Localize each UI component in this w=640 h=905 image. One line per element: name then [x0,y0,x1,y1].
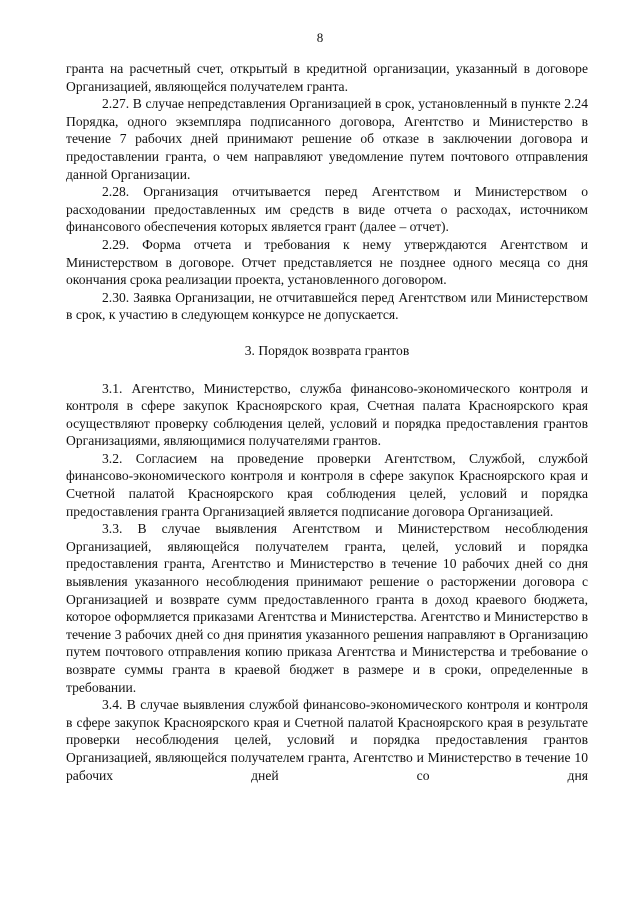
paragraph-3-1: 3.1. Агентство, Министерство, служба финансово-экономического контроля и контроля в сфере закупок Красноярского края, Счетная палата Красноярского края осуществляют проверку соблюдения целей, условий и порядка предоставления грантов Организациями, являющимися получателями грантов. [66,380,588,449]
paragraph-3-2: 3.2. Согласием на проведение проверки Агентством, Службой, службой финансово-экономического контроля и контроля в сфере закупок Красноярского края и Счетной палатой Красноярского края соблюдения целей, условий и порядка предоставления гранта Организацией является подписание договора Организацией. [66,450,588,519]
document-body [66,60,588,784]
paragraph-3-3: 3.3. В случае выявления Агентством и Министерством несоблюдения Организацией, являющейся получателем гранта, целей, условий и порядка предоставления гранта, Агентство и Министерство в течение 10 рабочих дней со дня выявления указанного несоблюдения принимают решение о расторжении договора с Организацией и возврате сумм предоставленного гранта в доход краевого бюджета, которое оформляется приказами Агентства и Министерства. Агентство и Министерство в течение 3 рабочих дней со дня принятия указанного решения направляют в Организацию путем почтового отправления копию приказа Агентства и Министерства и требование о возврате суммы гранта в краевой бюджет в размере и в сроки, определенные в требовании. [66,521,588,695]
paragraph-2-30: 2.30. Заявка Организации, не отчитавшейся перед Агентством или Министерством в срок, к участию в следующем конкурсе не допускается. [66,289,588,323]
section-heading: 3. Порядок возврата грантов [244,342,410,358]
paragraph-2-29: 2.29. Форма отчета и требования к нему утверждаются Агентством и Министерством в договоре. Отчет представляется не позднее одного месяца со дня окончания срока реализации проекта, установленного договором. [66,236,588,288]
paragraph-3-4: 3.4. В случае выявления службой финансово-экономического контроля и контроля в сфере закупок Красноярского края и Счетной палатой Красноярского края в результате проверки несоблюдения целей, условий и порядка предоставления грантов Организацией, являющейся получателем гранта, Агентство и Министерство в течение 10 рабочих дней со дня [66,697,588,783]
paragraph-2-27: 2.27. В случае непредставления Организацией в срок, установленный в пункте 2.24 Порядка, одного экземпляра подписанного договора, Агентство и Министерство в течение 7 рабочих дней принимают решение об отказе в заключении договора и предоставлении гранта, о чем направляют уведомление путем почтового отправления данной Организации. [66,96,588,182]
page-number: 8 [316,30,324,45]
paragraph-continuation: гранта на расчетный счет, открытый в кредитной организации, указанный в договоре Организацией, являющейся получателем гранта. [66,61,588,94]
paragraph-2-28: 2.28. Организация отчитывается перед Агентством и Министерством о расходовании предоставленных им средств в виде отчета о расходах, источником финансового обеспечения которых является грант (далее – отчет). [66,184,588,235]
